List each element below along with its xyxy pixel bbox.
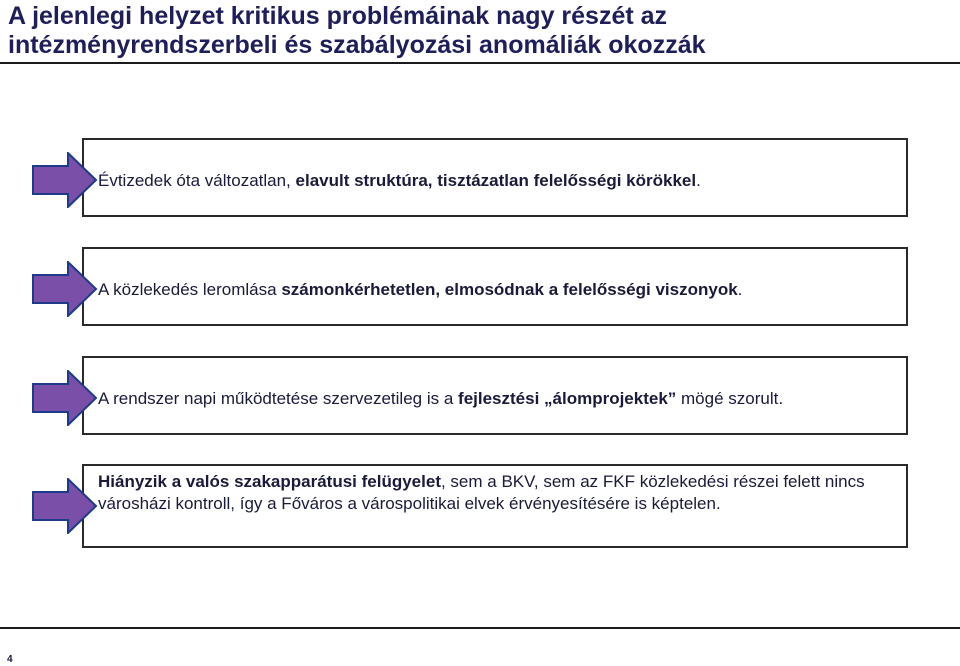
problem-box-4 [82,464,908,548]
footer-divider [0,627,960,629]
problem-box-2 [82,247,908,326]
problem-text-2-bold: számonkérhetetlen, elmosódnak a felelősségi viszonyok [281,280,738,299]
problem-box-1 [82,138,908,217]
problem-text-3-plain: A rendszer napi működtetése szervezetileg is a [98,389,459,408]
problem-text-1-bold: elavult struktúra, tisztázatlan felelősségi körökkel [295,171,697,190]
problem-text-2-end: . [737,280,743,299]
arrow-right-icon [32,152,98,208]
arrow-right-icon [32,261,98,317]
problem-text-1-plain: Évtizedek óta változatlan, [98,171,296,190]
page-number: 4 [7,654,13,665]
arrow-right-icon [32,370,98,426]
title-divider [0,62,960,64]
problem-box-3 [82,356,908,435]
problem-text-3-bold: fejlesztési „álomprojektek” [458,389,677,408]
problem-text-1-end: . [696,171,701,190]
problem-text-3-end: mögé szorult. [676,389,784,408]
problem-text-4 [98,471,896,515]
page-title-line-1: A jelenlegi helyzet kritikus problémáinak nagy részét az [8,2,668,30]
page-title-line-2: intézményrendszerbeli és szabályozási anomáliák okozzák [8,31,706,59]
problem-text-2-plain: A közlekedés leromlása [98,280,282,299]
page-title [8,2,948,60]
problem-text-3 [98,388,896,410]
problem-text-1 [98,170,896,192]
arrow-right-icon [32,478,98,534]
problem-text-2 [98,279,896,301]
problem-text-4-plain: , sem a BKV, sem az FKF közlekedési részei felett nincs városházi kontroll, így a Főváros a várospolitikai elvek érvényesítésére is képtelen. [98,472,865,513]
problem-text-4-bold: Hiányzik a valós szakapparátusi felügyelet [98,472,441,491]
